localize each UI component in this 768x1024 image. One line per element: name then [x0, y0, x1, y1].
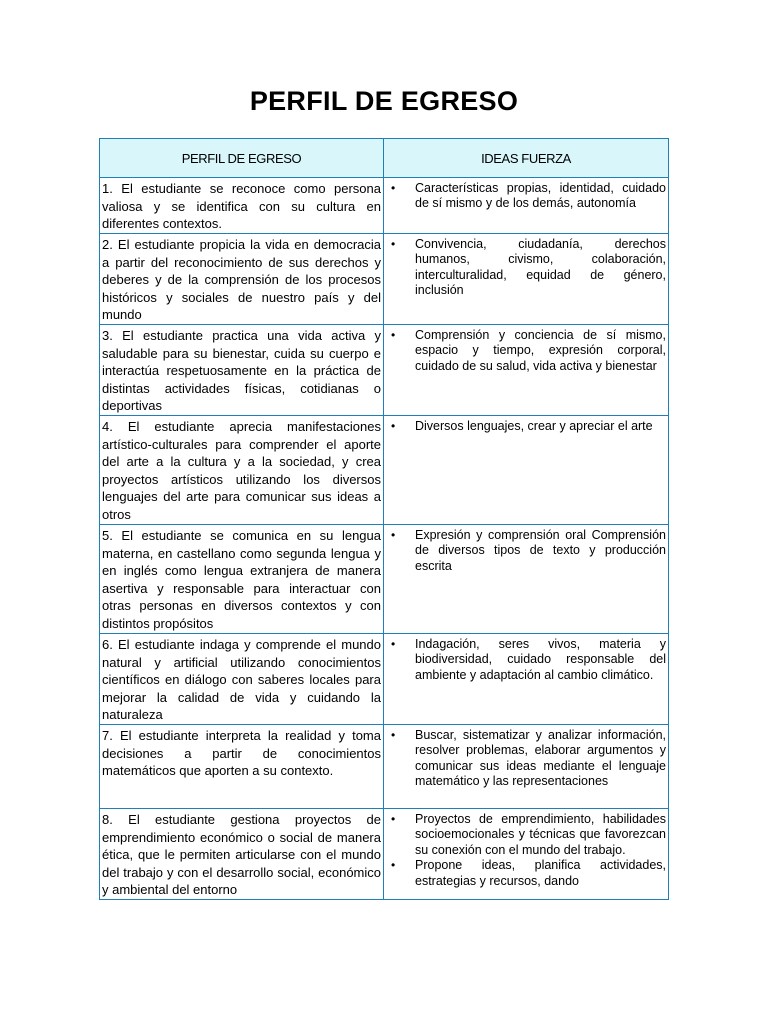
table-header-row	[100, 139, 669, 178]
table-row	[100, 725, 669, 809]
profile-cell: 8. El estudiante gestiona proyectos de emprendimiento económico o social de manera ética, que le permiten articularse con el mundo del trabajo y con el desarrollo social, económico y ambiental del entorno	[100, 809, 384, 900]
ideas-item: • Expresión y comprensión oral Comprensión de diversos tipos de texto y producción escrita	[415, 528, 666, 574]
table-row	[100, 178, 669, 234]
header-perfil-de-egreso: PERFIL DE EGRESO	[100, 139, 384, 178]
profile-cell: 2. El estudiante propicia la vida en democracia a partir del reconocimiento de sus derechos y deberes y de la comprensión de los procesos históricos y sociales de nuestro país y del mundo	[100, 234, 384, 325]
profile-cell: 3. El estudiante practica una vida activa y saludable para su bienestar, cuida su cuerpo e interactúa respetuosamente en la práctica de distintas actividades físicas, cotidianas o deportivas	[100, 325, 384, 416]
ideas-clip	[384, 812, 666, 889]
profile-cell: 1. El estudiante se reconoce como persona valiosa y se identifica con su cultura en diferentes contextos.	[100, 178, 384, 234]
ideas-item: • Indagación, seres vivos, materia y biodiversidad, cuidado responsable del ambiente y adaptación al cambio climático.	[415, 637, 666, 683]
profile-cell: 5. El estudiante se comunica en su lengua materna, en castellano como segunda lengua y en inglés como lengua extranjera de manera asertiva y responsable para interactuar con otras personas en diversos contextos y con distintos propósitos	[100, 525, 384, 634]
table-row	[100, 809, 669, 900]
ideas-list	[384, 237, 666, 299]
ideas-cell	[384, 725, 669, 809]
ideas-list	[384, 728, 666, 790]
ideas-item: • Convivencia, ciudadanía, derechos humanos, civismo, colaboración, interculturalidad, equidad de género, inclusión	[415, 237, 666, 299]
table-row	[100, 634, 669, 725]
ideas-list	[384, 181, 666, 212]
ideas-cell	[384, 234, 669, 325]
ideas-list	[384, 528, 666, 574]
profile-cell: 7. El estudiante interpreta la realidad y toma decisiones a partir de conocimientos matemáticos que aporten a su contexto.	[100, 725, 384, 809]
ideas-cell	[384, 809, 669, 900]
ideas-cell	[384, 178, 669, 234]
ideas-item: • Diversos lenguajes, crear y apreciar el arte	[415, 419, 666, 434]
table-row	[100, 525, 669, 634]
profile-cell: 4. El estudiante aprecia manifestaciones artístico-culturales para comprender el aporte del arte a la cultura y a la sociedad, y crea proyectos artísticos utilizando los diversos lenguajes del arte para comunicar sus ideas a otros	[100, 416, 384, 525]
ideas-list	[384, 328, 666, 374]
ideas-cell	[384, 525, 669, 634]
table-row	[100, 234, 669, 325]
ideas-cell	[384, 416, 669, 525]
header-ideas-fuerza: IDEAS FUERZA	[384, 139, 669, 178]
ideas-list	[384, 419, 666, 434]
ideas-list	[384, 812, 666, 889]
ideas-list	[384, 637, 666, 683]
profile-table	[99, 138, 669, 900]
table-row	[100, 325, 669, 416]
page-title: PERFIL DE EGRESO	[249, 86, 519, 116]
ideas-cell	[384, 325, 669, 416]
ideas-item: • Proyectos de emprendimiento, habilidades socioemocionales y técnicas que favorezcan su conexión con el mundo del trabajo.	[415, 812, 666, 858]
profile-cell: 6. El estudiante indaga y comprende el mundo natural y artificial utilizando conocimientos científicos en diálogo con saberes locales para mejorar la calidad de vida y cuidando la naturaleza	[100, 634, 384, 725]
table-row	[100, 416, 669, 525]
ideas-item: • Propone ideas, planifica actividades, estrategias y recursos, dando	[415, 858, 666, 889]
ideas-item: • Características propias, identidad, cuidado de sí mismo y de los demás, autonomía	[415, 181, 666, 212]
ideas-item: • Comprensión y conciencia de sí mismo, espacio y tiempo, expresión corporal, cuidado de su salud, vida activa y bienestar	[415, 328, 666, 374]
ideas-cell	[384, 634, 669, 725]
ideas-item: • Buscar, sistematizar y analizar información, resolver problemas, elaborar argumentos y comunicar sus ideas mediante el lenguaje matemático y las representaciones	[415, 728, 666, 790]
